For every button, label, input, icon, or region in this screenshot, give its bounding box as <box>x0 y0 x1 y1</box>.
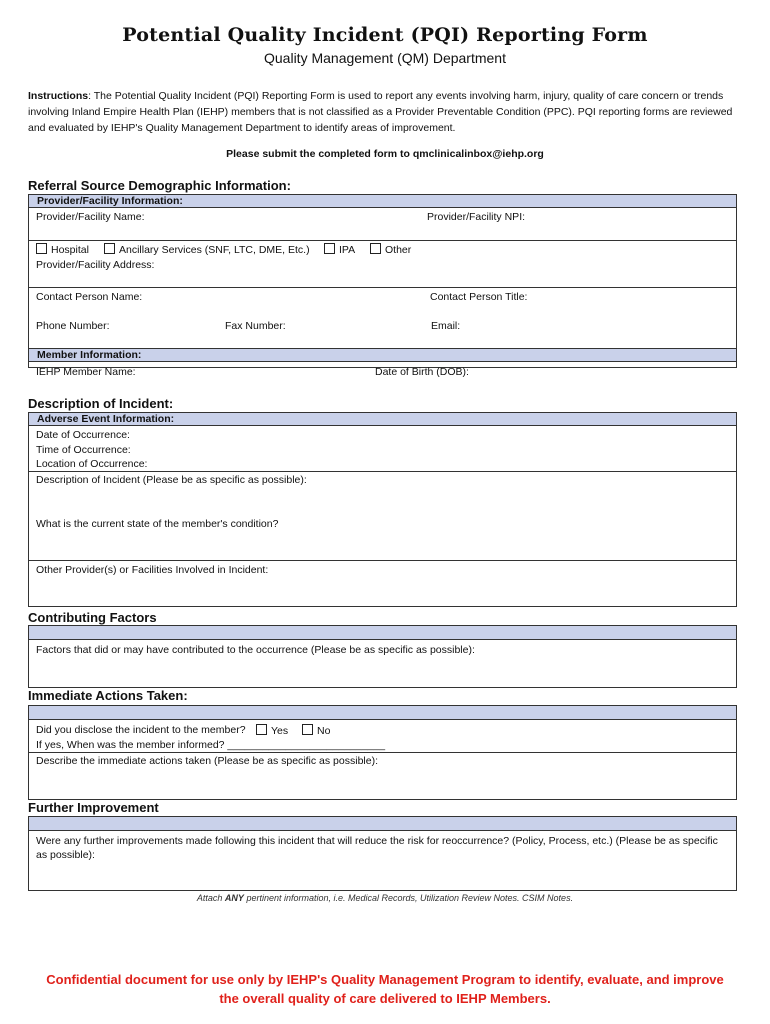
member-informed-field[interactable]: If yes, When was the member informed? ___________________________ <box>36 739 386 751</box>
incident-description-field[interactable]: Description of Incident (Please be as specific as possible): <box>36 474 307 486</box>
attach-any: ANY <box>224 893 244 903</box>
instructions-text: : The Potential Quality Incident (PQI) Reporting Form is used to report any events involving harm, injury, quality of care concern or trends involving Inland Empire Health Plan (IEHP) members that is not classified as a Provider Preventable Condition (PPC). PQI reporting forms are reviewed and evaluated by IEHP's Quality Management Department to identify areas of improvement. <box>28 90 733 134</box>
divider <box>28 560 737 561</box>
confidential-notice: Confidential document for use only by IEHP's Quality Management Program to identify, evaluate, and improve the overall quality of care delivered to IEHP Members. <box>46 972 724 1006</box>
other-label: Other <box>385 244 412 256</box>
divider <box>28 240 737 241</box>
disclose-question: Did you disclose the incident to the member? <box>36 724 246 736</box>
divider <box>28 287 737 288</box>
actions-heading: Immediate Actions Taken: <box>28 688 188 703</box>
provider-name-field[interactable]: Provider/Facility Name: <box>36 211 145 223</box>
ipa-checkbox[interactable] <box>324 243 355 256</box>
divider <box>28 752 737 753</box>
contact-name-field[interactable]: Contact Person Name: <box>36 291 143 303</box>
member-info-bar: Member Information: <box>28 348 737 362</box>
immediate-actions-field[interactable]: Describe the immediate actions taken (Please be as specific as possible): <box>36 755 378 767</box>
checkbox-icon <box>302 724 313 735</box>
disclose-yes-checkbox[interactable] <box>256 724 288 737</box>
referral-heading: Referral Source Demographic Information: <box>28 178 291 193</box>
actions-bar <box>28 705 737 720</box>
location-of-occurrence-field[interactable]: Location of Occurrence: <box>36 458 148 470</box>
hospital-label: Hospital <box>51 244 89 256</box>
adverse-event-bar: Adverse Event Information: <box>28 412 737 426</box>
ipa-label: IPA <box>339 244 356 256</box>
email-field[interactable]: Email: <box>431 320 461 332</box>
attach-suffix: pertinent information, i.e. Medical Records, Utilization Review Notes. CSIM Notes. <box>243 893 574 903</box>
hospital-checkbox[interactable] <box>36 243 89 256</box>
checkbox-icon <box>104 243 115 254</box>
incident-box <box>28 412 737 607</box>
checkbox-icon <box>324 243 335 254</box>
department-subtitle: Quality Management (QM) Department <box>264 50 506 66</box>
phone-field[interactable]: Phone Number: <box>36 320 110 332</box>
yes-label: Yes <box>271 725 289 737</box>
disclose-no-checkbox[interactable] <box>302 724 330 737</box>
attach-prefix: Attach <box>196 893 225 903</box>
submit-note: Please submit the completed form to qmclinicalinbox@iehp.org <box>226 148 544 160</box>
checkbox-icon <box>256 724 267 735</box>
contributing-heading: Contributing Factors <box>28 610 157 625</box>
member-condition-field[interactable]: What is the current state of the member's condition? <box>36 518 279 530</box>
provider-info-bar: Provider/Facility Information: <box>28 194 737 208</box>
further-bar <box>28 816 737 831</box>
attach-note <box>0 893 770 903</box>
contributing-bar <box>28 625 737 640</box>
dob-field[interactable]: Date of Birth (DOB): <box>375 366 469 378</box>
further-heading: Further Improvement <box>28 800 159 815</box>
contact-title-field[interactable]: Contact Person Title: <box>430 291 528 303</box>
fax-field[interactable]: Fax Number: <box>225 320 286 332</box>
other-providers-field[interactable]: Other Provider(s) or Facilities Involved in Incident: <box>36 564 269 576</box>
no-label: No <box>317 725 331 737</box>
time-of-occurrence-field[interactable]: Time of Occurrence: <box>36 444 131 456</box>
ancillary-label: Ancillary Services (SNF, LTC, DME, Etc.) <box>119 244 310 256</box>
form-title: Potential Quality Incident (PQI) Reporting Form <box>122 24 648 46</box>
further-improvement-field[interactable]: Were any further improvements made following this incident that will reduce the risk for reoccurrence? (Policy, Process, etc.) (Please be as specific as possible): <box>36 835 718 861</box>
contributing-factors-field[interactable]: Factors that did or may have contributed to the occurrence (Please be as specific as possible): <box>36 644 475 656</box>
checkbox-icon <box>36 243 47 254</box>
instructions <box>28 88 743 136</box>
ancillary-checkbox[interactable] <box>104 243 310 256</box>
date-of-occurrence-field[interactable]: Date of Occurrence: <box>36 429 130 441</box>
instructions-label: Instructions <box>28 90 89 102</box>
provider-address-field[interactable]: Provider/Facility Address: <box>36 259 155 271</box>
other-checkbox[interactable] <box>370 243 411 256</box>
provider-npi-field[interactable]: Provider/Facility NPI: <box>427 211 526 223</box>
divider <box>28 471 737 472</box>
incident-heading: Description of Incident: <box>28 396 174 411</box>
checkbox-icon <box>370 243 381 254</box>
member-name-field[interactable]: IEHP Member Name: <box>36 366 136 378</box>
